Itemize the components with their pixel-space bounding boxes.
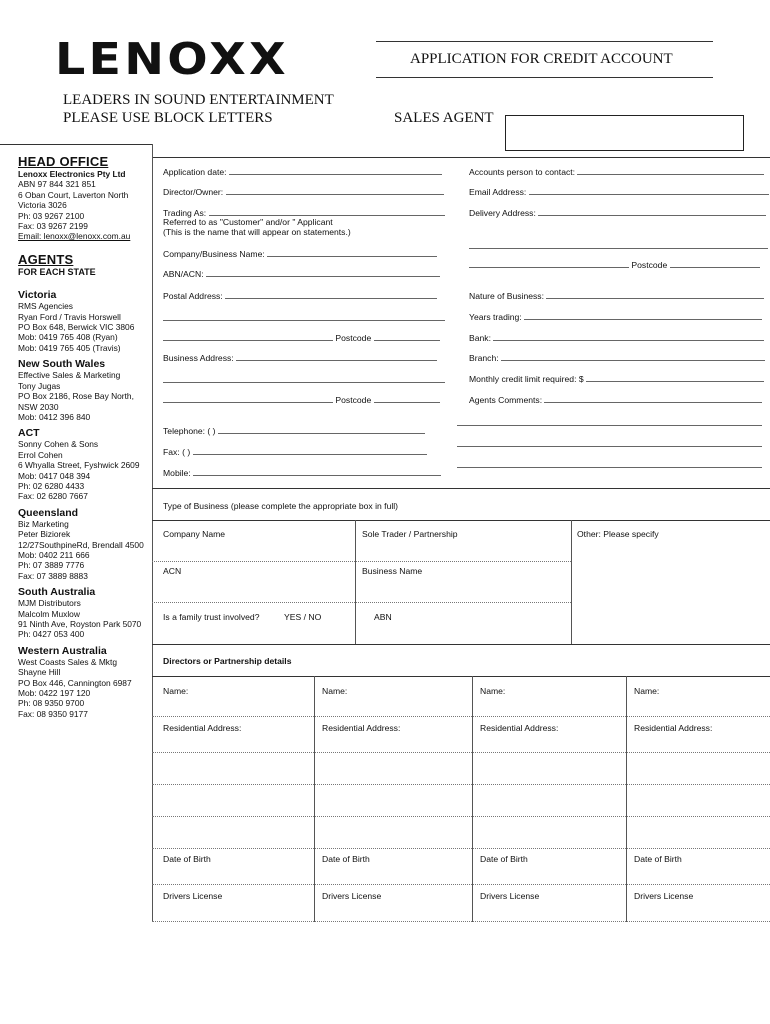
- tagline-line1: LEADERS IN SOUND ENTERTAINMENT: [63, 92, 334, 108]
- head-office-address1: 6 Oban Court, Laverton North: [18, 189, 129, 200]
- directors-row3: [152, 784, 770, 785]
- title-rule-top: [376, 41, 713, 42]
- director-owner-field[interactable]: Director/Owner:: [163, 186, 444, 198]
- other-option[interactable]: Other: Please specify: [577, 529, 659, 539]
- business-name-field[interactable]: Business Name: [362, 566, 423, 576]
- agents-subheading: FOR EACH STATE: [18, 266, 96, 277]
- agents-comments-line4[interactable]: [457, 467, 762, 468]
- head-office-email[interactable]: Email: lenoxx@lenoxx.com.au: [18, 231, 131, 242]
- agent-detail-line: PO Box 648, Berwick VIC 3806: [18, 322, 135, 333]
- director-name-field[interactable]: Name:: [163, 686, 189, 696]
- title-rule-bottom: [376, 77, 713, 78]
- mobile-field[interactable]: Mobile:: [163, 467, 441, 479]
- trading-note1: Referred to as "Customer" and/or " Applicant: [163, 217, 333, 227]
- agents-comments-line3[interactable]: [457, 446, 762, 447]
- business-address-line2[interactable]: [163, 382, 445, 383]
- telephone-field[interactable]: Telephone: ( ): [163, 425, 425, 437]
- head-office-fax: Fax: 03 9267 2199: [18, 221, 88, 232]
- trading-as-field[interactable]: Trading As:: [163, 207, 445, 219]
- lenoxx-logo: LENOXX: [55, 34, 289, 85]
- agent-detail-line: Peter Biziorek: [18, 529, 71, 540]
- accounts-person-field[interactable]: Accounts person to contact:: [469, 166, 764, 178]
- tagline-line2: PLEASE USE BLOCK LETTERS: [63, 110, 273, 126]
- agent-detail-line: 91 Ninth Ave, Royston Park 5070: [18, 619, 142, 629]
- head-office-heading: HEAD OFFICE: [18, 154, 109, 169]
- sole-trader-option[interactable]: Sole Trader / Partnership: [362, 529, 458, 539]
- agent-state-name: New South Wales: [18, 358, 106, 371]
- director-dob-field[interactable]: Date of Birth: [163, 854, 211, 864]
- agent-state-name: Queensland: [18, 506, 79, 519]
- agent-detail-line: Shayne Hill: [18, 667, 61, 678]
- director-name-field[interactable]: Name:: [634, 686, 660, 696]
- head-office-phone: Ph: 03 9267 2100: [18, 210, 85, 221]
- director-license-field[interactable]: Drivers License: [163, 891, 223, 901]
- director-name-field[interactable]: Name:: [480, 686, 506, 696]
- agent-detail-line: Fax: 08 9350 9177: [18, 708, 88, 719]
- bank-field[interactable]: Bank:: [469, 332, 764, 344]
- agent-detail-line: Errol Cohen: [18, 449, 63, 460]
- form-title: APPLICATION FOR CREDIT ACCOUNT: [410, 51, 673, 67]
- type-table-col1: [355, 520, 356, 644]
- director-residential-field[interactable]: Residential Address:: [480, 723, 559, 733]
- agent-detail-line: Effective Sales & Marketing: [18, 370, 121, 381]
- agent-detail-line: Mob: 0402 211 666: [18, 549, 90, 560]
- sales-agent-box[interactable]: [505, 115, 744, 151]
- family-trust-question: Is a family trust involved?: [163, 612, 260, 622]
- agent-detail-line: Mob: 0422 197 120: [18, 688, 91, 699]
- head-office-abn: ABN 97 844 321 851: [18, 179, 96, 190]
- directors-row2: [152, 752, 770, 753]
- agent-detail-line: Biz Marketing: [18, 518, 69, 529]
- acn-field[interactable]: ACN: [163, 566, 182, 576]
- agent-detail-line: Tony Jugas: [18, 380, 61, 391]
- agents-comments-line2[interactable]: [457, 425, 762, 426]
- head-office-company: Lenoxx Electronics Pty Ltd: [18, 169, 126, 179]
- agent-state-name: ACT: [18, 427, 40, 440]
- director-residential-field[interactable]: Residential Address:: [322, 723, 401, 733]
- postal-address-line2[interactable]: [163, 320, 445, 321]
- agent-detail-line: Fax: 02 6280 7667: [18, 491, 88, 502]
- director-dob-field[interactable]: Date of Birth: [322, 854, 370, 864]
- head-office-address2: Victoria 3026: [18, 200, 67, 211]
- agent-detail-line: PO Box 446, Cannington 6987: [18, 677, 132, 688]
- director-dob-field[interactable]: Date of Birth: [480, 854, 528, 864]
- director-residential-field[interactable]: Residential Address:: [163, 723, 242, 733]
- email-field[interactable]: Email Address:: [469, 186, 769, 198]
- sales-agent-label: SALES AGENT: [394, 110, 494, 126]
- agent-state-name: Western Australia: [18, 644, 107, 657]
- agent-detail-line: West Coasts Sales & Mktg: [18, 656, 117, 667]
- agent-detail-line: Fax: 07 3889 8883: [18, 570, 88, 581]
- directors-row7: [152, 921, 770, 922]
- company-name-option[interactable]: Company Name: [163, 529, 226, 539]
- directors-row4: [152, 816, 770, 817]
- postal-postcode-field[interactable]: Postcode: [163, 332, 440, 344]
- business-postcode-field[interactable]: Postcode: [163, 394, 440, 406]
- agent-detail-line: 12/27SouthpineRd, Brendall 4500: [18, 539, 144, 550]
- agent-detail-line: RMS Agencies: [18, 301, 73, 312]
- agent-detail-line: Ph: 02 6280 4433: [18, 480, 85, 491]
- director-license-field[interactable]: Drivers License: [322, 891, 382, 901]
- agent-detail-line: Ph: 0427 053 400: [18, 629, 85, 640]
- delivery-address-field[interactable]: Delivery Address:: [469, 207, 766, 219]
- delivery-address-line2[interactable]: [469, 248, 768, 249]
- company-name-field[interactable]: Company/Business Name:: [163, 248, 437, 260]
- type-table-row1: [152, 561, 571, 562]
- trading-note2: (This is the name that will appear on statements.): [163, 227, 351, 237]
- agents-heading: AGENTS: [18, 251, 74, 267]
- directors-col3: [626, 676, 627, 922]
- director-dob-field[interactable]: Date of Birth: [634, 854, 682, 864]
- agent-detail-line: MJM Distributors: [18, 598, 81, 609]
- directors-col1: [314, 676, 315, 922]
- agent-detail-line: Ryan Ford / Travis Horswell: [18, 311, 121, 322]
- postal-address-field[interactable]: Postal Address:: [163, 290, 437, 302]
- directors-row1: [152, 716, 770, 717]
- type-table-col2: [571, 520, 572, 644]
- director-name-field[interactable]: Name:: [322, 686, 348, 696]
- agent-state-name: South Australia: [18, 586, 96, 599]
- directors-row5: [152, 848, 770, 849]
- delivery-postcode-field[interactable]: Postcode: [469, 259, 760, 271]
- directors-col2: [472, 676, 473, 922]
- fax-field[interactable]: Fax: ( ): [163, 446, 427, 458]
- sidebar-top-rule: [0, 144, 152, 145]
- agent-detail-line: Sonny Cohen & Sons: [18, 439, 99, 450]
- director-residential-field[interactable]: Residential Address:: [634, 723, 713, 733]
- sidebar: [18, 154, 152, 719]
- directors-row6: [152, 884, 770, 885]
- form-top-rule: [152, 157, 770, 158]
- type-of-business-prompt: Type of Business (please complete the appropriate box in full): [163, 501, 399, 511]
- type-section-rule: [152, 488, 770, 489]
- sidebar-divider: [152, 144, 153, 922]
- agent-detail-line: Ph: 08 9350 9700: [18, 698, 85, 709]
- abn-field[interactable]: ABN: [374, 612, 392, 622]
- agent-list: [18, 289, 152, 719]
- type-table-row2: [152, 602, 571, 603]
- agent-detail-line: Mob: 0412 396 840: [18, 411, 91, 422]
- director-license-field[interactable]: Drivers License: [480, 891, 540, 901]
- agent-detail-line: NSW 2030: [18, 401, 59, 412]
- nature-of-business-field[interactable]: Nature of Business:: [469, 290, 764, 302]
- agent-detail-line: PO Box 2186, Rose Bay North,: [18, 391, 134, 402]
- agent-state-name: Victoria: [18, 289, 57, 302]
- agent-detail-line: Mob: 0419 765 405 (Travis): [18, 342, 121, 353]
- yes-no-choice[interactable]: YES / NO: [284, 612, 322, 622]
- agent-detail-line: 6 Whyalla Street, Fyshwick 2609: [18, 460, 140, 471]
- credit-limit-field[interactable]: Monthly credit limit required: $: [469, 373, 764, 385]
- agents-comments-field[interactable]: Agents Comments:: [469, 394, 762, 406]
- years-trading-field[interactable]: Years trading:: [469, 311, 762, 323]
- abn-acn-field[interactable]: ABN/ACN:: [163, 268, 440, 280]
- type-table-bottom: [152, 644, 770, 645]
- application-date-field[interactable]: Application date:: [163, 166, 442, 178]
- directors-table-top: [152, 676, 770, 677]
- agent-detail-line: Mob: 0417 048 394: [18, 470, 91, 481]
- type-table-top: [152, 520, 770, 521]
- agent-detail-line: Mob: 0419 765 408 (Ryan): [18, 332, 118, 343]
- branch-field[interactable]: Branch:: [469, 352, 765, 364]
- director-license-field[interactable]: Drivers License: [634, 891, 694, 901]
- directors-heading: Directors or Partnership details: [163, 656, 292, 666]
- agent-detail-line: Malcolm Muxlow: [18, 608, 80, 619]
- agent-detail-line: Ph: 07 3889 7776: [18, 560, 85, 571]
- business-address-field[interactable]: Business Address:: [163, 352, 437, 364]
